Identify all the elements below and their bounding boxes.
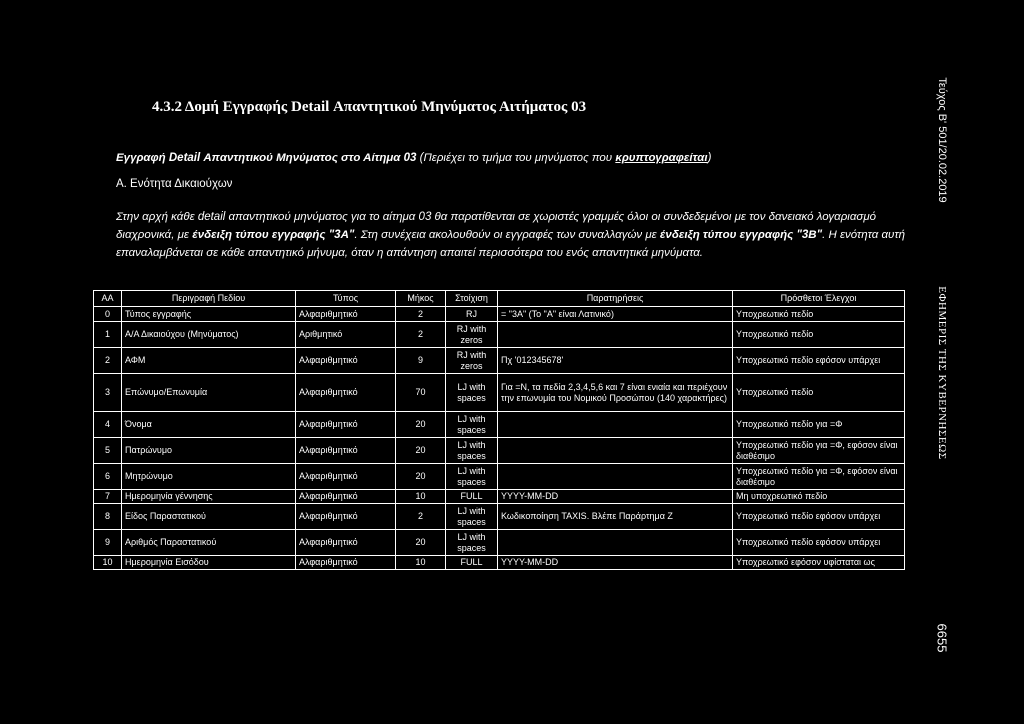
cell-checks: Υποχρεωτικό πεδίο για =Φ, εφόσον είναι διαθέσιμο <box>733 464 905 490</box>
cell-alignment: LJ with spaces <box>446 530 498 556</box>
cell-checks: Υποχρεωτικό πεδίο <box>733 322 905 348</box>
cell-aa: 7 <box>94 490 122 504</box>
cell-alignment: LJ with spaces <box>446 504 498 530</box>
subheading-plain: (Περιέχει το τμήμα του μηνύματος που <box>416 152 616 164</box>
cell-aa: 9 <box>94 530 122 556</box>
cell-type: Αλφαριθμητικό <box>296 438 396 464</box>
table-row <box>94 348 905 374</box>
paragraph-bold-1: ένδειξη τύπου εγγραφής "3Α" <box>192 229 355 241</box>
cell-remarks: YYYY-MM-DD <box>498 490 733 504</box>
issue-text: Τεύχος Β' 501/20.02.2019 <box>936 77 948 203</box>
cell-remarks <box>498 438 733 464</box>
cell-remarks <box>498 530 733 556</box>
cell-description: ΑΦΜ <box>122 348 296 374</box>
intro-paragraph <box>116 208 906 262</box>
cell-length: 10 <box>396 490 446 504</box>
cell-checks: Υποχρεωτικό πεδίο για =Φ <box>733 412 905 438</box>
cell-aa: 1 <box>94 322 122 348</box>
cell-length: 20 <box>396 464 446 490</box>
table-row <box>94 556 905 570</box>
cell-alignment: RJ <box>446 307 498 322</box>
gazette-text: ΕΦΗΜΕΡΙΣ ΤΗΣ ΚΥΒΕΡΝΗΣΕΩΣ <box>936 286 948 460</box>
table-row <box>94 464 905 490</box>
cell-type: Αριθμητικό <box>296 322 396 348</box>
table-row <box>94 438 905 464</box>
cell-length: 20 <box>396 530 446 556</box>
cell-description: Πατρώνυμο <box>122 438 296 464</box>
cell-length: 2 <box>396 307 446 322</box>
header-aa: ΑΑ <box>94 291 122 307</box>
table-row <box>94 530 905 556</box>
cell-aa: 3 <box>94 374 122 412</box>
cell-checks: Υποχρεωτικό πεδίο για =Φ, εφόσον είναι διαθέσιμο <box>733 438 905 464</box>
cell-type: Αλφαριθμητικό <box>296 374 396 412</box>
subheading-underlined: κρυπτογραφείται <box>615 152 708 164</box>
cell-remarks: YYYY-MM-DD <box>498 556 733 570</box>
page-number <box>929 620 955 656</box>
header-checks: Πρόσθετοι Έλεγχοι <box>733 291 905 307</box>
cell-aa: 2 <box>94 348 122 374</box>
paragraph-bold-2: ένδειξη τύπου εγγραφής "3Β" <box>659 229 823 241</box>
table-header-row <box>94 291 905 307</box>
table-row <box>94 307 905 322</box>
cell-aa: 6 <box>94 464 122 490</box>
paragraph-text-2: . Στη συνέχεια ακολουθούν οι εγγραφές των συναλλαγών με <box>354 229 660 241</box>
cell-checks: Υποχρεωτικό πεδίο <box>733 374 905 412</box>
cell-alignment: LJ with spaces <box>446 464 498 490</box>
cell-type: Αλφαριθμητικό <box>296 504 396 530</box>
cell-alignment: LJ with spaces <box>446 412 498 438</box>
header-remarks: Παρατηρήσεις <box>498 291 733 307</box>
cell-type: Αλφαριθμητικό <box>296 556 396 570</box>
cell-type: Αλφαριθμητικό <box>296 490 396 504</box>
cell-alignment: FULL <box>446 490 498 504</box>
cell-checks: Υποχρεωτικό πεδίο εφόσον υπάρχει <box>733 504 905 530</box>
table-row <box>94 504 905 530</box>
cell-remarks <box>498 464 733 490</box>
cell-remarks: Πχ '012345678' <box>498 348 733 374</box>
cell-type: Αλφαριθμητικό <box>296 307 396 322</box>
cell-description: Είδος Παραστατικού <box>122 504 296 530</box>
cell-checks: Μη υποχρεωτικό πεδίο <box>733 490 905 504</box>
paragraph-text-1: Στην αρχή κάθε detail απαντητικού μηνύματος για το αίτημα 03 θα παρατίθενται σε χωριστές γραμμές όλοι οι συνδεδεμένοι με τον δανειακό λογαριασμό διαχρονικά, με <box>116 211 877 241</box>
table-row <box>94 374 905 412</box>
cell-checks: Υποχρεωτικό πεδίο <box>733 307 905 322</box>
cell-alignment: LJ with spaces <box>446 374 498 412</box>
cell-length: 2 <box>396 504 446 530</box>
table-row <box>94 322 905 348</box>
cell-type: Αλφαριθμητικό <box>296 530 396 556</box>
header-description: Περιγραφή Πεδίου <box>122 291 296 307</box>
cell-length: 9 <box>396 348 446 374</box>
cell-aa: 5 <box>94 438 122 464</box>
paragraph-text-3: . Η ενότητα αυτή επαναλαμβάνεται σε κάθε απαντητικό μήνυμα, όταν η απάντηση απαιτεί περισσότερα του ενός απαντητικά μηνύματα. <box>116 229 906 259</box>
cell-alignment: LJ with spaces <box>446 438 498 464</box>
cell-alignment: RJ with zeros <box>446 348 498 374</box>
cell-aa: 8 <box>94 504 122 530</box>
cell-checks: Υποχρεωτικό πεδίο εφόσον υπάρχει <box>733 348 905 374</box>
header-length: Μήκος <box>396 291 446 307</box>
cell-length: 70 <box>396 374 446 412</box>
page-number-text: 6655 <box>934 623 950 653</box>
cell-description: Τύπος εγγραφής <box>122 307 296 322</box>
cell-aa: 4 <box>94 412 122 438</box>
cell-type: Αλφαριθμητικό <box>296 464 396 490</box>
cell-remarks: = "3Α" (Το "Α" είναι Λατινικό) <box>498 307 733 322</box>
cell-description: Αριθμός Παραστατικού <box>122 530 296 556</box>
cell-remarks: Κωδικοποίηση TAXIS. Βλέπε Παράρτημα Ζ <box>498 504 733 530</box>
cell-length: 10 <box>396 556 446 570</box>
cell-alignment: FULL <box>446 556 498 570</box>
cell-length: 2 <box>396 322 446 348</box>
cell-description: Επώνυμο/Επωνυμία <box>122 374 296 412</box>
subheading <box>116 152 711 164</box>
cell-aa: 10 <box>94 556 122 570</box>
subheading-bold: Εγγραφή Detail Απαντητικού Μηνύματος στο Αίτημα 03 <box>116 152 417 164</box>
section-a-title: Α. Ενότητα Δικαιούχων <box>116 178 233 190</box>
cell-alignment: RJ with zeros <box>446 322 498 348</box>
field-table <box>93 290 905 570</box>
cell-remarks <box>498 322 733 348</box>
cell-checks: Υποχρεωτικό πεδίο εφόσον υπάρχει <box>733 530 905 556</box>
header-alignment: Στοίχιση <box>446 291 498 307</box>
header-type: Τύπος <box>296 291 396 307</box>
section-heading: 4.3.2 Δομή Εγγραφής Detail Απαντητικού Μηνύματος Αιτήματος 03 <box>152 99 587 115</box>
cell-description: Ημερομηνία γέννησης <box>122 490 296 504</box>
gazette-margin-label <box>929 286 955 460</box>
cell-description: Μητρώνυμο <box>122 464 296 490</box>
table-row <box>94 412 905 438</box>
cell-remarks <box>498 412 733 438</box>
table-row <box>94 490 905 504</box>
cell-description: Όνομα <box>122 412 296 438</box>
cell-aa: 0 <box>94 307 122 322</box>
cell-length: 20 <box>396 438 446 464</box>
cell-length: 20 <box>396 412 446 438</box>
issue-margin-label <box>929 75 955 205</box>
cell-remarks: Για =Ν, τα πεδία 2,3,4,5,6 και 7 είναι ενιαία και περιέχουν την επωνυμία του Νομικού Προσώπου (140 χαρακτήρες) <box>498 374 733 412</box>
cell-description: Ημερομηνία Εισόδου <box>122 556 296 570</box>
cell-type: Αλφαριθμητικό <box>296 412 396 438</box>
cell-description: Α/Α Δικαιούχου (Μηνύματος) <box>122 322 296 348</box>
subheading-closing: ) <box>707 152 712 164</box>
cell-checks: Υποχρεωτικό εφόσον υφίσταται ως <box>733 556 905 570</box>
cell-type: Αλφαριθμητικό <box>296 348 396 374</box>
